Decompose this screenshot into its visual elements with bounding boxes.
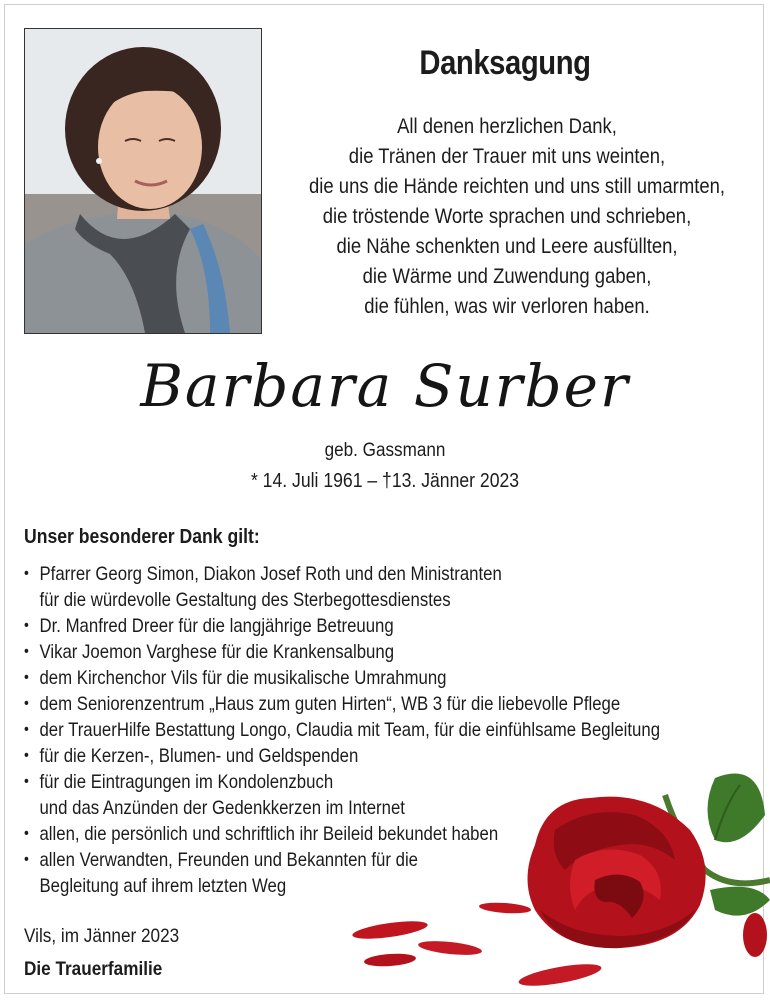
- list-item-text: dem Seniorenzentrum „Haus zum guten Hirten“, WB 3 für die liebevolle Pflege: [39, 693, 621, 715]
- notice-title: Danksagung: [419, 44, 591, 82]
- list-item-text: und das Anzünden der Gedenkkerzen im Internet: [39, 797, 405, 819]
- poem: [309, 112, 726, 322]
- portrait-photo: [24, 28, 262, 334]
- bullet-icon: •: [24, 773, 29, 790]
- list-item: [24, 665, 643, 691]
- list-item-text: allen, die persönlich und schriftlich ihr Beileid bekundet haben: [39, 823, 499, 845]
- list-item-text: allen Verwandten, Freunden und Bekannten für die: [39, 849, 419, 871]
- life-dates: * 14. Juli 1961 – †13. Jänner 2023: [250, 470, 520, 492]
- list-item-text: Vikar Joemon Varghese für die Krankensalbung: [39, 641, 395, 663]
- signature: Die Trauerfamilie: [24, 958, 163, 980]
- bullet-icon: •: [24, 747, 29, 764]
- list-item-text: Pfarrer Georg Simon, Diakon Josef Roth und den Ministranten: [39, 563, 502, 585]
- bullet-icon: •: [24, 695, 29, 712]
- list-item: [24, 613, 643, 639]
- thanks-heading: Unser besonderer Dank gilt:: [24, 526, 260, 548]
- list-item-text: dem Kirchenchor Vils für die musikalische Umrahmung: [39, 667, 447, 689]
- poem-line: die uns die Hände reichten und uns still umarmten,: [309, 175, 726, 198]
- list-item: [24, 717, 661, 743]
- place-date: Vils, im Jänner 2023: [24, 925, 180, 947]
- bullet-icon: •: [24, 617, 29, 634]
- poem-line: die Wärme und Zuwendung gaben,: [362, 265, 652, 288]
- bullet-icon: •: [24, 669, 29, 686]
- poem-line: All denen herzlichen Dank,: [397, 115, 617, 138]
- poem-line: die tröstende Worte sprachen und schrieben,: [322, 205, 692, 228]
- list-item-text: Begleitung auf ihrem letzten Weg: [39, 875, 287, 897]
- bullet-icon: •: [24, 721, 29, 738]
- poem-line: die fühlen, was wir verloren haben.: [364, 295, 650, 318]
- portrait-illustration: [25, 29, 261, 333]
- bullet-icon: •: [24, 851, 29, 868]
- list-item-text: der TrauerHilfe Bestattung Longo, Claudia mit Team, für die einfühlsame Begleitung: [39, 719, 661, 741]
- poem-line: die Tränen der Trauer mit uns weinten,: [348, 145, 666, 168]
- list-item: [24, 639, 643, 665]
- list-item: [24, 561, 643, 613]
- list-item-text: für die Eintragungen im Kondolenzbuch: [39, 771, 334, 793]
- bullet-icon: •: [24, 565, 29, 582]
- list-item-text: für die Kerzen-, Blumen- und Geldspenden: [39, 745, 359, 767]
- list-item: [24, 691, 643, 717]
- rose-icon: [320, 760, 770, 1000]
- deceased-name: Barbara Surber: [140, 352, 630, 420]
- list-item-text: Dr. Manfred Dreer für die langjährige Betreuung: [39, 615, 394, 637]
- bullet-icon: •: [24, 825, 29, 842]
- bullet-icon: •: [24, 643, 29, 660]
- birth-name: geb. Gassmann: [324, 440, 446, 461]
- poem-line: die Nähe schenkten und Leere ausfüllten,: [336, 235, 678, 258]
- list-item-text: für die würdevolle Gestaltung des Sterbegottesdienstes: [39, 589, 451, 611]
